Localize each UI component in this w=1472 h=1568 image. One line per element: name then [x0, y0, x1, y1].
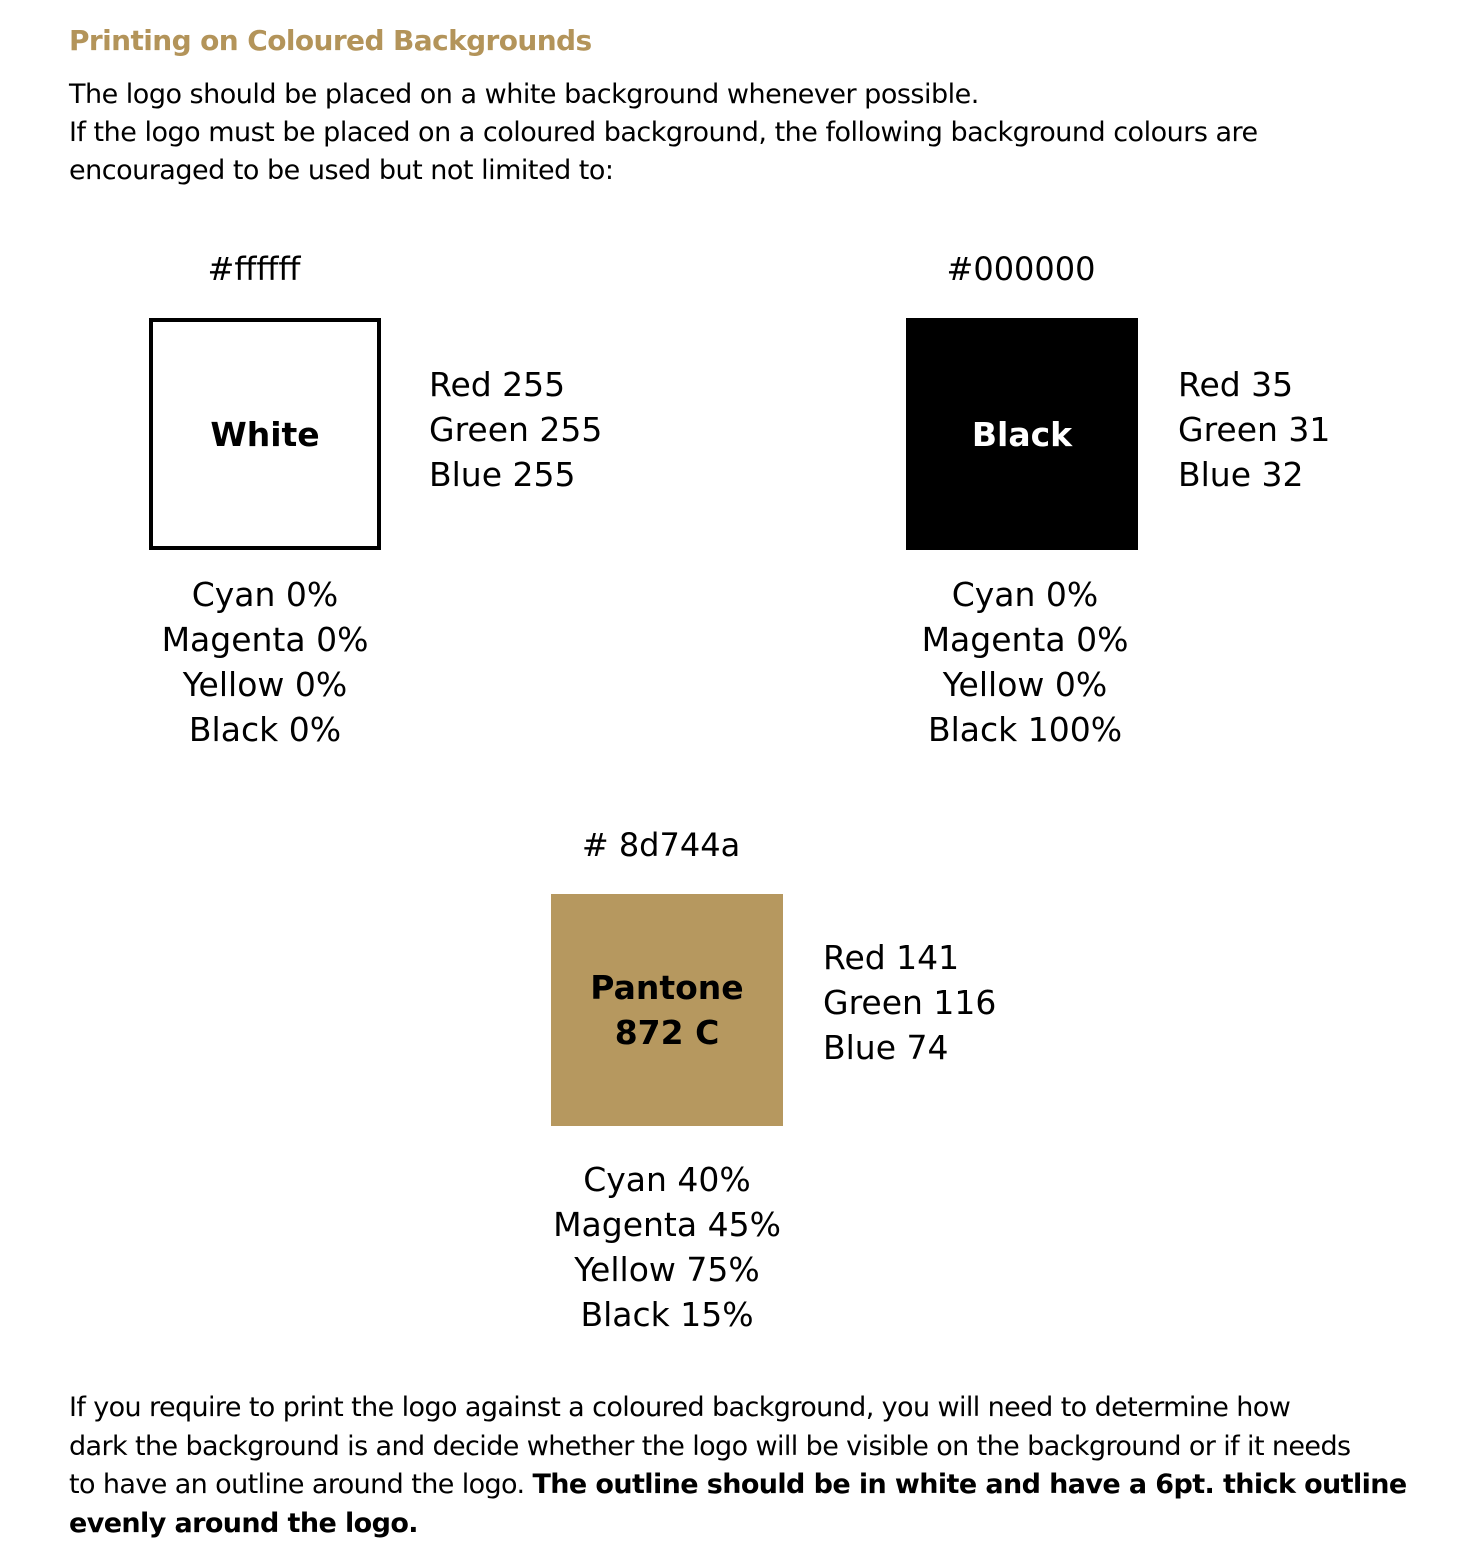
cmyk-black: Black 15% — [580, 1295, 754, 1334]
footer-line: dark the background is and decide whether the logo will be visible on the background or if it needs — [69, 1430, 1351, 1462]
black-hex-code: #000000 — [946, 250, 1096, 288]
cmyk-black: Black 0% — [188, 710, 342, 749]
rgb-blue: Blue 255 — [429, 455, 576, 494]
cmyk-cyan: Cyan 0% — [951, 575, 1099, 614]
cmyk-cyan: Cyan 40% — [583, 1160, 751, 1199]
white-swatch — [149, 318, 381, 550]
intro-line: encouraged to be used but not limited to: — [69, 155, 614, 186]
pantone-hex-code: # 8d744a — [581, 826, 741, 864]
black-swatch — [906, 318, 1138, 550]
cmyk-yellow: Yellow 0% — [942, 665, 1108, 704]
white-cmyk-values — [115, 572, 415, 752]
pantone-cmyk-values — [517, 1157, 817, 1337]
rgb-green: Green 116 — [823, 983, 997, 1022]
footer-line: If you require to print the logo against a coloured background, you will need to determine how — [69, 1392, 1291, 1423]
black-swatch-label: Black — [971, 414, 1073, 454]
outline-guidance-paragraph — [69, 1389, 1407, 1543]
outline-rule-text: The outline should be in white and have a 6pt. thick outline — [532, 1469, 1407, 1500]
white-hex-code: #ffffff — [207, 250, 301, 288]
black-cmyk-values — [875, 572, 1175, 752]
intro-line: If the logo must be placed on a coloured background, the following background colours are — [69, 117, 1258, 148]
footer-text: to have an outline around the logo. — [69, 1469, 533, 1500]
rgb-red: Red 35 — [1178, 365, 1294, 404]
cmyk-magenta: Magenta 0% — [161, 620, 369, 659]
white-swatch-label: White — [210, 414, 320, 454]
pantone-rgb-values — [823, 935, 996, 1070]
cmyk-magenta: Magenta 0% — [921, 620, 1129, 659]
rgb-green: Green 255 — [429, 410, 603, 449]
section-heading: Printing on Coloured Backgrounds — [69, 24, 592, 57]
white-rgb-values — [429, 362, 602, 497]
pantone-swatch-label-line2: 872 C — [614, 1013, 720, 1052]
rgb-blue: Blue 32 — [1178, 455, 1304, 494]
outline-rule-text: evenly around the logo. — [69, 1507, 418, 1539]
cmyk-magenta: Magenta 45% — [553, 1205, 781, 1244]
cmyk-black: Black 100% — [927, 710, 1123, 749]
rgb-red: Red 255 — [429, 365, 566, 404]
cmyk-yellow: Yellow 75% — [574, 1250, 760, 1289]
rgb-blue: Blue 74 — [823, 1028, 949, 1067]
black-rgb-values — [1178, 362, 1330, 497]
cmyk-yellow: Yellow 0% — [182, 665, 348, 704]
footer-line — [69, 1505, 1399, 1544]
rgb-red: Red 141 — [823, 938, 960, 977]
rgb-green: Green 31 — [1178, 410, 1331, 449]
footer-line — [69, 1466, 1407, 1505]
cmyk-cyan: Cyan 0% — [191, 575, 339, 614]
intro-paragraph — [69, 76, 1258, 190]
pantone-swatch — [551, 894, 783, 1126]
pantone-swatch-label-line1: Pantone — [590, 968, 744, 1007]
intro-line: The logo should be placed on a white background whenever possible. — [69, 79, 979, 110]
